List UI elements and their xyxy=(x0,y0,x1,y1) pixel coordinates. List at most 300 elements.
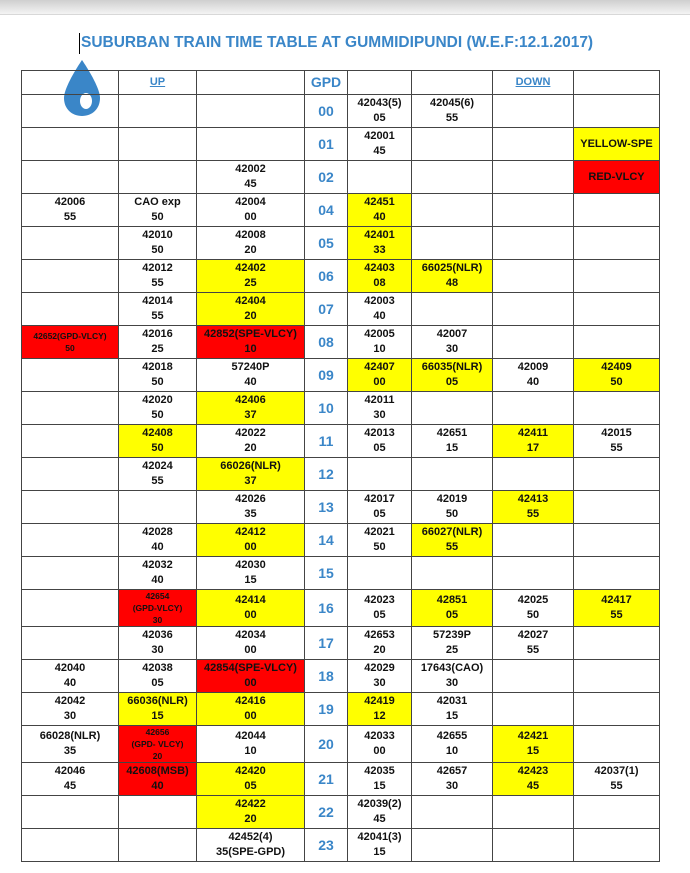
down-train-cell xyxy=(574,590,660,627)
hour-cell: 09 xyxy=(305,359,348,392)
down-train-cell xyxy=(574,359,660,392)
up-train-cell xyxy=(197,763,305,796)
down-train-cell xyxy=(493,392,574,425)
hour-cell: 15 xyxy=(305,557,348,590)
cell-line: 42010 xyxy=(142,229,173,241)
up-train-cell xyxy=(197,161,305,194)
down-train-cell xyxy=(348,326,412,359)
cell-line: 42407 xyxy=(364,361,395,373)
cell-line: 42027 xyxy=(517,629,549,641)
cell-line: 50 xyxy=(151,442,164,454)
table-row xyxy=(22,726,660,763)
down-train-cell xyxy=(574,796,660,829)
down-train-cell xyxy=(493,128,574,161)
cell-line: 00 xyxy=(244,710,257,722)
cell-line: 42040 xyxy=(54,662,86,674)
down-train-cell xyxy=(412,128,493,161)
cell-line: 42012 xyxy=(142,262,173,274)
cell-line: 42401 xyxy=(364,229,395,241)
cell-line: 20 xyxy=(373,644,386,656)
down-train-cell xyxy=(348,726,412,763)
down-train-cell xyxy=(412,763,493,796)
table-row xyxy=(22,458,660,491)
cell-line: 42019 xyxy=(436,493,468,505)
up-train-cell xyxy=(22,326,119,359)
down-train-cell xyxy=(493,796,574,829)
cell-line: 42409 xyxy=(601,361,632,373)
up-train-cell xyxy=(197,524,305,557)
hour-cell: 02 xyxy=(305,161,348,194)
cell-line: 42007 xyxy=(436,328,468,340)
down-train-cell xyxy=(348,763,412,796)
up-header[interactable]: UP xyxy=(119,71,197,95)
up-train-cell xyxy=(22,726,119,763)
up-train-cell xyxy=(119,590,197,627)
down-train-cell xyxy=(348,796,412,829)
cell-line: 42020 xyxy=(142,394,173,406)
cell-line: 30 xyxy=(63,710,77,722)
down-train-cell xyxy=(348,458,412,491)
down-train-cell xyxy=(574,260,660,293)
down-train-cell xyxy=(412,796,493,829)
down-train-cell xyxy=(574,392,660,425)
cell-line: 42030 xyxy=(235,559,266,571)
cell-line: 42006 xyxy=(54,196,86,208)
down-train-cell xyxy=(493,693,574,726)
cell-line: 42023 xyxy=(364,594,395,606)
up-train-cell xyxy=(119,693,197,726)
table-row xyxy=(22,359,660,392)
cell-line: 30 xyxy=(445,677,459,689)
cell-line: 50 xyxy=(65,343,75,353)
cell-line: 42423 xyxy=(517,765,549,777)
down-train-cell xyxy=(412,425,493,458)
cell-line: (GPD- VLCY) xyxy=(131,739,184,749)
cell-line: 42021 xyxy=(364,526,395,538)
table-row xyxy=(22,326,660,359)
cell-line: 15 xyxy=(445,442,459,454)
cell-line: 05 xyxy=(373,609,386,621)
top-bar xyxy=(0,0,690,15)
cell-line: 42652(GPD-VLCY) xyxy=(33,331,107,341)
cell-line: 42014 xyxy=(142,295,173,307)
table-row xyxy=(22,128,660,161)
up-train-cell xyxy=(119,95,197,128)
cell-line: 50 xyxy=(610,376,623,388)
gpd-header: GPD xyxy=(305,71,348,95)
cell-line: 42015 xyxy=(601,427,632,439)
cell-line: 40 xyxy=(526,376,540,388)
up-train-cell xyxy=(197,194,305,227)
cell-line: 42043(5) xyxy=(357,97,402,109)
cell-line: 42032 xyxy=(142,559,173,571)
cell-line: 30 xyxy=(373,677,386,689)
down-train-cell xyxy=(493,95,574,128)
cell-line: 42026 xyxy=(235,493,266,505)
down-header[interactable]: DOWN xyxy=(493,71,574,95)
header-empty xyxy=(22,71,119,95)
header-row xyxy=(22,71,660,95)
down-train-cell xyxy=(493,326,574,359)
up-train-cell xyxy=(119,829,197,862)
up-train-cell xyxy=(197,660,305,693)
up-train-cell xyxy=(119,763,197,796)
cell-line: 12 xyxy=(373,710,386,722)
down-train-cell xyxy=(412,359,493,392)
header-empty xyxy=(348,71,412,95)
cell-line: 30 xyxy=(445,343,459,355)
cell-line: 42001 xyxy=(364,130,395,142)
cell-line: 66026(NLR) xyxy=(220,460,281,472)
cell-line: 00 xyxy=(244,211,257,223)
up-train-cell xyxy=(22,95,119,128)
cell-line: 42017 xyxy=(364,493,395,505)
down-train-cell xyxy=(412,194,493,227)
down-train-cell xyxy=(348,660,412,693)
cell-line: 05 xyxy=(373,442,386,454)
down-train-cell xyxy=(493,194,574,227)
cell-line: 42402 xyxy=(235,262,266,274)
cell-line: 42412 xyxy=(235,526,266,538)
legend-red: RED-VLCY xyxy=(574,161,660,194)
cell-line: 15 xyxy=(373,846,386,858)
hour-cell: 12 xyxy=(305,458,348,491)
table-row xyxy=(22,829,660,862)
up-train-cell xyxy=(197,726,305,763)
up-train-cell xyxy=(197,392,305,425)
down-train-cell xyxy=(574,660,660,693)
table-row xyxy=(22,491,660,524)
cell-line: 10 xyxy=(373,343,386,355)
cell-line: 05 xyxy=(445,376,459,388)
up-train-cell xyxy=(197,693,305,726)
cell-line: 40 xyxy=(373,211,386,223)
cell-line: 30 xyxy=(151,644,164,656)
cell-line: 48 xyxy=(445,277,459,289)
hour-cell: 18 xyxy=(305,660,348,693)
cell-line: 30 xyxy=(445,780,459,792)
table-row xyxy=(22,194,660,227)
down-train-cell xyxy=(412,829,493,862)
up-train-cell xyxy=(119,260,197,293)
cell-line: 33 xyxy=(373,244,386,256)
cell-line: 35 xyxy=(63,745,77,757)
down-train-cell xyxy=(574,293,660,326)
cell-line: 42044 xyxy=(235,730,266,742)
cell-line: 42421 xyxy=(517,730,549,742)
hour-cell: 21 xyxy=(305,763,348,796)
cell-line: 42022 xyxy=(235,427,266,439)
up-train-cell xyxy=(22,359,119,392)
down-train-cell xyxy=(412,326,493,359)
up-train-cell xyxy=(197,491,305,524)
cell-line: CAO exp xyxy=(134,196,181,208)
cell-line: 00 xyxy=(244,609,257,621)
up-train-cell xyxy=(22,260,119,293)
up-train-cell xyxy=(197,590,305,627)
cell-line: 10 xyxy=(244,745,257,757)
up-train-cell xyxy=(119,161,197,194)
down-train-cell xyxy=(574,693,660,726)
down-train-cell xyxy=(493,557,574,590)
hour-cell: 08 xyxy=(305,326,348,359)
down-train-cell xyxy=(493,726,574,763)
cell-line: 30 xyxy=(152,615,163,625)
up-train-cell xyxy=(22,557,119,590)
cell-line: 42005 xyxy=(364,328,395,340)
down-train-cell xyxy=(412,392,493,425)
table-row xyxy=(22,293,660,326)
cell-line: 40 xyxy=(151,574,164,586)
cell-line: 42654 xyxy=(145,591,170,601)
down-train-cell xyxy=(493,293,574,326)
cell-line: 42028 xyxy=(142,526,173,538)
down-train-cell xyxy=(574,458,660,491)
cell-line: 50 xyxy=(526,609,540,621)
up-train-cell xyxy=(119,557,197,590)
up-train-cell xyxy=(197,829,305,862)
up-train-cell xyxy=(197,293,305,326)
up-train-cell xyxy=(22,293,119,326)
up-train-cell xyxy=(119,458,197,491)
up-train-cell xyxy=(119,660,197,693)
down-train-cell xyxy=(493,227,574,260)
down-train-cell xyxy=(493,491,574,524)
hour-cell: 16 xyxy=(305,590,348,627)
down-train-cell xyxy=(412,660,493,693)
cell-line: 42411 xyxy=(518,427,548,439)
cell-line: 45 xyxy=(373,813,386,825)
cell-line: 05 xyxy=(373,112,386,124)
hour-cell: 22 xyxy=(305,796,348,829)
down-train-cell xyxy=(493,458,574,491)
cell-line: 40 xyxy=(373,310,386,322)
down-train-cell xyxy=(348,227,412,260)
cell-line: 42406 xyxy=(235,394,266,406)
cell-line: 20 xyxy=(244,813,257,825)
table-row xyxy=(22,227,660,260)
down-train-cell xyxy=(412,557,493,590)
cell-line: 42008 xyxy=(235,229,266,241)
cell-line: 42416 xyxy=(235,695,266,707)
down-train-cell xyxy=(412,726,493,763)
up-train-cell xyxy=(197,425,305,458)
cell-line: 00 xyxy=(373,376,386,388)
up-train-cell xyxy=(119,293,197,326)
hour-cell: 14 xyxy=(305,524,348,557)
cell-line: 20 xyxy=(244,244,257,256)
cell-line: 45 xyxy=(373,145,386,157)
hour-cell: 07 xyxy=(305,293,348,326)
down-train-cell xyxy=(412,491,493,524)
cell-line: 42651 xyxy=(436,427,468,439)
table-row xyxy=(22,425,660,458)
up-train-cell xyxy=(22,763,119,796)
down-train-cell xyxy=(493,161,574,194)
down-train-cell xyxy=(412,260,493,293)
cell-line: 42013 xyxy=(364,427,395,439)
up-train-cell xyxy=(197,458,305,491)
table-row xyxy=(22,627,660,660)
down-train-cell xyxy=(348,491,412,524)
up-train-cell xyxy=(197,128,305,161)
cell-line: 15 xyxy=(373,780,386,792)
cell-line: 42034 xyxy=(235,629,266,641)
cell-line: 66027(NLR) xyxy=(421,526,483,538)
down-train-cell xyxy=(493,660,574,693)
cell-line: 42016 xyxy=(142,328,173,340)
hour-cell: 19 xyxy=(305,693,348,726)
cell-line: 05 xyxy=(373,508,386,520)
hour-cell: 23 xyxy=(305,829,348,862)
down-train-cell xyxy=(412,458,493,491)
cell-line: 42045(6) xyxy=(429,97,475,109)
hour-cell: 20 xyxy=(305,726,348,763)
up-train-cell xyxy=(22,796,119,829)
up-train-cell xyxy=(22,458,119,491)
cell-line: 42420 xyxy=(235,765,266,777)
cell-line: 50 xyxy=(373,541,386,553)
down-train-cell xyxy=(493,763,574,796)
down-train-cell xyxy=(348,161,412,194)
up-train-cell xyxy=(197,557,305,590)
header-empty xyxy=(197,71,305,95)
table-row xyxy=(22,763,660,796)
cell-line: 42024 xyxy=(142,460,173,472)
down-train-cell xyxy=(574,95,660,128)
cell-line: 40 xyxy=(151,541,164,553)
up-train-cell xyxy=(119,359,197,392)
cell-line: 42419 xyxy=(364,695,395,707)
cell-line: 08 xyxy=(373,277,386,289)
cell-line: 05 xyxy=(151,677,164,689)
cell-line: 42038 xyxy=(142,662,173,674)
down-train-cell xyxy=(412,293,493,326)
cell-line: 20 xyxy=(244,442,257,454)
up-train-cell xyxy=(119,392,197,425)
cell-line: 55 xyxy=(526,644,540,656)
cell-line: 45 xyxy=(244,178,257,190)
down-train-cell xyxy=(348,128,412,161)
cell-line: 20 xyxy=(244,310,257,322)
down-train-cell xyxy=(574,627,660,660)
down-train-cell xyxy=(574,829,660,862)
cell-line: 15 xyxy=(151,710,164,722)
down-train-cell xyxy=(493,359,574,392)
text-cursor xyxy=(79,33,80,54)
down-train-cell xyxy=(493,524,574,557)
cell-line: 42414 xyxy=(235,594,266,606)
cell-line: 10 xyxy=(244,343,257,355)
cell-line: 55 xyxy=(610,780,623,792)
up-train-cell xyxy=(119,194,197,227)
down-train-cell xyxy=(412,693,493,726)
down-train-cell xyxy=(348,194,412,227)
down-train-cell xyxy=(574,194,660,227)
cell-line: 15 xyxy=(526,745,540,757)
timetable xyxy=(21,70,660,862)
up-train-cell xyxy=(197,627,305,660)
cell-line: 42042 xyxy=(54,695,86,707)
cell-line: 42039(2) xyxy=(357,798,402,810)
legend-yellow: YELLOW-SPE xyxy=(574,128,660,161)
cell-line: 42002 xyxy=(235,163,266,175)
table-row xyxy=(22,260,660,293)
cell-line: 42003 xyxy=(364,295,395,307)
down-train-cell xyxy=(412,590,493,627)
up-train-cell xyxy=(197,359,305,392)
table-row xyxy=(22,392,660,425)
cell-line: 55 xyxy=(445,112,459,124)
cell-line: 50 xyxy=(151,244,164,256)
cell-line: 55 xyxy=(151,475,164,487)
up-train-cell xyxy=(197,95,305,128)
down-train-cell xyxy=(574,227,660,260)
table-row xyxy=(22,557,660,590)
down-train-cell xyxy=(348,392,412,425)
cell-line: 57239P xyxy=(433,629,471,641)
cell-line: 42608(MSB) xyxy=(126,765,189,777)
cell-line: 66025(NLR) xyxy=(421,262,483,274)
down-train-cell xyxy=(412,95,493,128)
hour-cell: 13 xyxy=(305,491,348,524)
up-train-cell xyxy=(119,524,197,557)
up-train-cell xyxy=(22,660,119,693)
hour-cell: 05 xyxy=(305,227,348,260)
down-train-cell xyxy=(348,425,412,458)
cell-line: 66036(NLR) xyxy=(127,695,188,707)
cell-line: 55 xyxy=(526,508,540,520)
cell-line: 50 xyxy=(151,376,164,388)
cell-line: 35 xyxy=(244,508,257,520)
down-train-cell xyxy=(412,227,493,260)
cell-line: 55 xyxy=(610,609,623,621)
table-row xyxy=(22,590,660,627)
cell-line: 40 xyxy=(151,780,164,792)
down-train-cell xyxy=(574,425,660,458)
down-train-cell xyxy=(493,590,574,627)
cell-line: 17643(CAO) xyxy=(420,662,484,674)
cell-line: 42025 xyxy=(517,594,549,606)
cell-line: 42656 xyxy=(145,727,170,737)
table-row xyxy=(22,796,660,829)
cell-line: 42852(SPE-VLCY) xyxy=(204,328,297,340)
hour-cell: 10 xyxy=(305,392,348,425)
cell-line: 05 xyxy=(244,780,257,792)
cell-line: 17 xyxy=(526,442,540,454)
cell-line: 10 xyxy=(445,745,459,757)
table-row xyxy=(22,524,660,557)
up-train-cell xyxy=(22,693,119,726)
cell-line: 42041(3) xyxy=(357,831,402,843)
down-train-cell xyxy=(574,557,660,590)
cell-line: 66028(NLR) xyxy=(39,730,101,742)
cell-line: 57240P xyxy=(231,361,270,373)
up-train-cell xyxy=(119,627,197,660)
up-train-cell xyxy=(119,227,197,260)
hour-cell: 01 xyxy=(305,128,348,161)
cell-line: 42417 xyxy=(601,594,632,606)
cell-line: 42422 xyxy=(235,798,266,810)
cell-line: 42403 xyxy=(364,262,395,274)
down-train-cell xyxy=(493,260,574,293)
up-train-cell xyxy=(22,524,119,557)
cell-line: 25 xyxy=(244,277,257,289)
cell-line: 55 xyxy=(63,211,77,223)
cell-line: 42854(SPE-VLCY) xyxy=(204,662,297,674)
cell-line: 42029 xyxy=(364,662,395,674)
up-train-cell xyxy=(119,491,197,524)
